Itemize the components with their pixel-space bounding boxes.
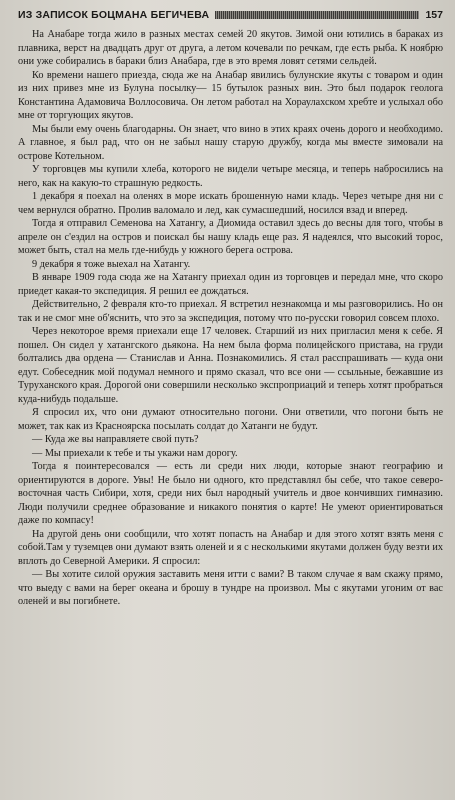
paragraph: Через некоторое время приехали еще 17 человек. Старший из них пригласил меня к себе. Я пошел. Он сидел у хатангского дьякона. На нем была форма полицейского пристава, на груди болтались два ордена — Станислав и Анна. Познакомились. Я стал расспрашивать — куда они едут. Собеседник мой подумал немного и прямо сказал, что все они — ссыльные, бежавшие из Туруханского края. Дорогой они совершили несколько экспроприаций и теперь хотят пробраться куда-нибудь подальше. xyxy=(18,326,443,405)
paragraph: Действительно, 2 февраля кто-то приехал. Я встретил незнакомца и мы разговорились. Но он так и не смог мне об'яснить, что это за экспедиция, потому что по-русски говорил совсем плохо. xyxy=(18,299,443,324)
paragraph: В январе 1909 года сюда же на Хатангу приехал один из торговцев и передал мне, что скоро приедет какая-то экспедиция. Я решил ее дождаться. xyxy=(18,272,443,297)
running-title: ИЗ ЗАПИСОК БОЦМАНА БЕГИЧЕВА xyxy=(18,9,210,21)
page-body xyxy=(18,28,443,609)
paragraph: Тогда я поинтересовался — есть ли среди них люди, которые знают географию и ориентируются в дороге. Увы! Не было ни одного, кто представлял бы себе, что такое северо-восточная часть Сибири, хотя, среди них был народный учитель и двое кончивших гимназию. Люди получили среднее образование и никакого понятия о карте! Не умеют ориентироваться даже по компасу! xyxy=(18,461,443,526)
paragraph: 1 декабря я поехал на оленях в море искать брошенную нами кладь. Через четыре дня ни с чем вернулся обратно. Пролив валомало и лед, как сумасшедший, носился взад и вперед. xyxy=(18,191,443,216)
header-rule xyxy=(215,11,419,19)
paragraph: Ко времени нашего приезда, сюда же на Анабар явились булунские якуты с товаром и один из них привез мне из Булуна посылку— 15 бутылок разных вин. Это был подарок геолога Константина Адамовича Воллосовича. Он летом работал на Хораулахском хребте и услыхал обо мне от торгующих якутов. xyxy=(18,69,443,121)
paragraph: На Анабаре тогда жило в разных местах семей 20 якутов. Зимой они ютились в бараках из плавника, верст на двадцать друг от друга, а летом кочевали по речкам, где есть рыба. К ноябрю они уже собирались в бараки близ Анабара, где в это время ловят сетями сельдей. xyxy=(18,29,443,67)
paragraph: 9 декабря я тоже выехал на Хатангу. xyxy=(32,258,191,270)
paragraph: У торговцев мы купили хлеба, которого не видели четыре месяца, и теперь набросились на него, как на какую-то страшную редкость. xyxy=(18,164,443,189)
dialogue-line: — Куда же вы направляете свой путь? xyxy=(32,434,199,445)
page-number: 157 xyxy=(425,9,443,21)
paragraph: На другой день они сообщили, что хотят попасть на Анабар и для этого хотят взять меня с собой.Там у туземцев они думают взять оленей и я с несколькими якутами должен буду везти их вплоть до Северной Америки. Я спросил: xyxy=(18,528,443,567)
running-header xyxy=(18,6,443,24)
dialogue-line: — Вы хотите силой оружия заставить меня итти с вами? В таком случае я вам скажу прямо, что выеду с вами на берег океана и брошу в тундре на произвол. Мы с якутами угоним от вас оленей и вы погибнете. xyxy=(18,569,443,607)
paragraph: Мы были ему очень благодарны. Он знает, что вино в этих краях очень дорого и необходимо. А главное, я был рад, что он не забыл нашу старую дружбу, когда мы вместе зимовали на острове Котельном. xyxy=(18,123,443,162)
paragraph: Тогда я отправил Семенова на Хатангу, а Диомида оставил здесь до весны для того, чтобы в апреле он с'ездил на остров и поискал бы нашу кладь еще раз. Я надеялся, что высокий торос, может быть, стал на мель где-нибудь у южного берега острова. xyxy=(18,218,443,256)
paragraph: Я спросил их, что они думают относительно погони. Они ответили, что погони быть не может, так как из Красноярска посылать солдат до Хатанги не будут. xyxy=(18,407,443,432)
dialogue-line: — Мы приехали к тебе и ты укажи нам дорогу. xyxy=(32,447,238,459)
